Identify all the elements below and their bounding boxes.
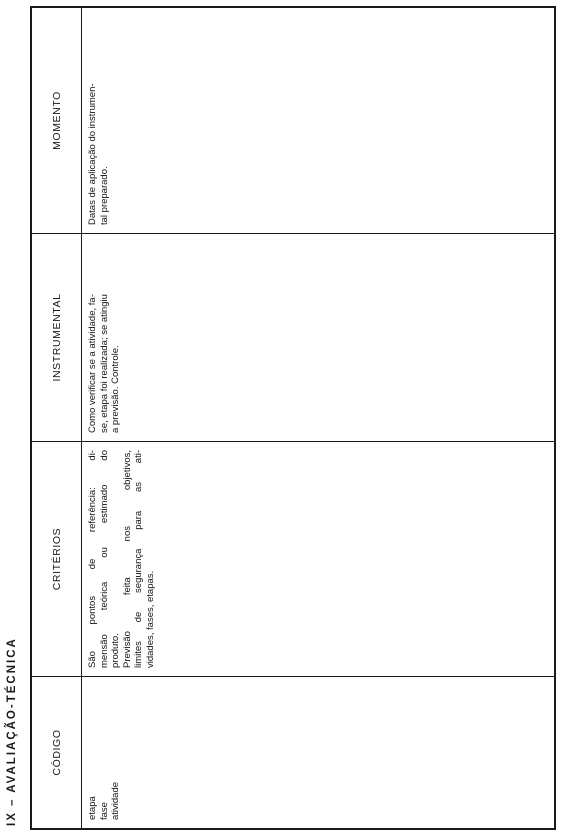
header-codigo: CÓDIGO [32,676,82,828]
momento-line: Datas de aplicação do instrumen- [87,83,98,225]
header-criterios: CRITÉRIOS [32,441,82,676]
codigo-line: fase [98,802,110,820]
cell-instrumental [82,233,554,441]
instrumental-line: Como verificar se a atividade, fa- [87,294,98,433]
instrumental-line: se, etapa foi realizada; se atingiu [98,294,110,433]
criterios-line: limites de segurança para as ati- [133,450,144,668]
header-instrumental: INSTRUMENTAL [32,233,82,441]
cell-momento [82,8,554,233]
criterios-line: mensão teórica ou estimado do [98,450,110,668]
codigo-line: etapa [87,796,98,820]
header-momento: MOMENTO [32,8,82,233]
instrumental-line: a previsão. Controle. [110,345,121,433]
criterios-line: São pontos de referência: di- [87,450,98,668]
cell-criterios [82,441,554,676]
criterios-line: produto. [110,633,121,668]
cell-codigo [82,676,554,828]
evaluation-table [30,6,556,830]
criterios-line: Previsão feita nos objetivos, [121,450,133,668]
criterios-line: vidades, fases, etapas. [144,570,156,668]
momento-line: tal preparado. [98,166,110,225]
section-title: IX – AVALIAÇÃO-TÉCNICA [6,637,18,826]
codigo-line: atividade [110,781,121,820]
